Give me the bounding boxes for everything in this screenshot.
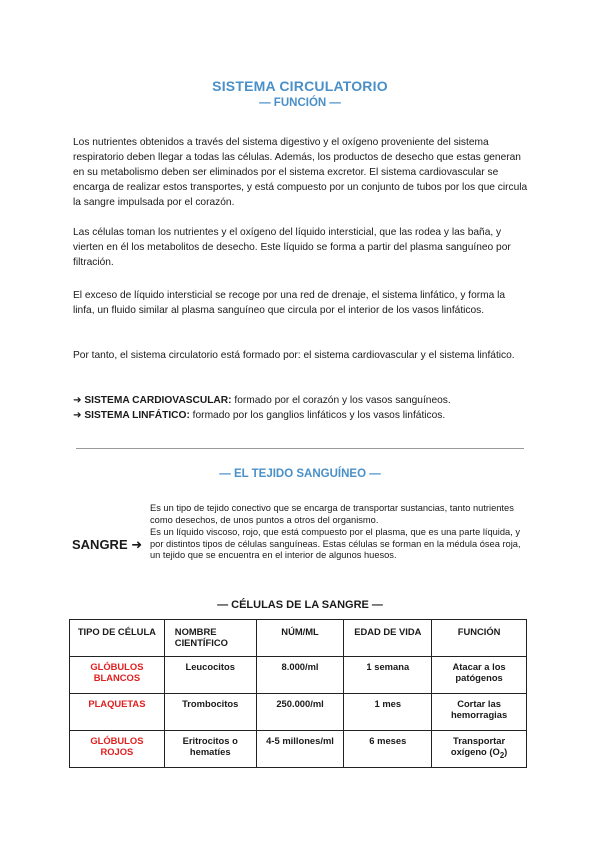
sangre-description-1: Es un tipo de tejido conectivo que se encarga de transportar sustancias, tanto nutrientes como desechos, de unos puntos a otros del organismo. bbox=[150, 503, 514, 525]
bullet-text: formado por los ganglios linfáticos y los vasos linfáticos. bbox=[189, 410, 446, 421]
section-divider bbox=[76, 448, 524, 449]
cell-tipo: GLÓBULOS ROJOS bbox=[70, 731, 165, 768]
table-title: — CÉLULAS DE LA SANGRE — bbox=[217, 599, 383, 611]
cell-num: 250.000/ml bbox=[256, 694, 344, 731]
cell-num: 8.000/ml bbox=[256, 657, 344, 694]
blood-cells-table bbox=[69, 619, 527, 768]
cell-num: 4-5 millones/ml bbox=[256, 731, 344, 768]
bullet-term: SISTEMA LINFÁTICO: bbox=[84, 410, 190, 421]
cell-tipo: PLAQUETAS bbox=[70, 694, 165, 731]
paragraph-3: El exceso de líquido intersticial se recoge por una red de drenaje, el sistema linfático, y forma la linfa, un fluido similar al plasma sanguíneo que circula por el interior de los vasos linfáticos. bbox=[73, 290, 506, 316]
section-subtitle-funcion: — FUNCIÓN — bbox=[259, 97, 341, 109]
cell-nombre: Trombocitos bbox=[164, 694, 256, 731]
table-header-row bbox=[70, 620, 527, 657]
header-funcion: FUNCIÓN bbox=[432, 620, 527, 657]
bullet-text: formado por el corazón y los vasos sanguíneos. bbox=[231, 395, 451, 406]
funcion-text: Transportar oxígeno (O bbox=[450, 735, 506, 757]
sangre-label: SANGRE ➜ bbox=[72, 537, 143, 552]
sangre-description-2: Es un líquido viscoso, rojo, que está compuesto por el plasma, que es una parte líquida, y por distintos tipos de células sanguíneas. Estas células se forman en la médula ósea roja, un tejido que se encuentra en el interior de algunos huesos. bbox=[150, 527, 521, 560]
cell-funcion bbox=[432, 731, 527, 768]
table-row bbox=[70, 731, 527, 768]
header-nombre: NOMBRE CIENTÍFICO bbox=[164, 620, 256, 657]
funcion-end: ) bbox=[504, 746, 508, 757]
header-edad: EDAD DE VIDA bbox=[344, 620, 432, 657]
paragraph-2: Las células toman los nutrientes y el oxígeno del líquido intersticial, que las rodea y las baña, y vierten en él los metabolitos de desecho. Este líquido se forma a partir del plasma sanguíneo por filtración. bbox=[73, 227, 511, 268]
funcion-subscript: 2 bbox=[499, 750, 505, 760]
cell-funcion: Atacar a los patógenos bbox=[432, 657, 527, 694]
bullet-term: SISTEMA CARDIOVASCULAR: bbox=[84, 395, 232, 406]
header-tipo: TIPO DE CÉLULA bbox=[70, 620, 165, 657]
bullet-cardiovascular bbox=[73, 393, 533, 408]
cell-tipo: GLÓBULOS BLANCOS bbox=[70, 657, 165, 694]
paragraph-4: Por tanto, el sistema circulatorio está formado por: el sistema cardiovascular y el sistema linfático. bbox=[73, 350, 515, 361]
arrow-icon: ➜ bbox=[73, 410, 82, 421]
table-row bbox=[70, 694, 527, 731]
cell-nombre: Leucocitos bbox=[164, 657, 256, 694]
table-row bbox=[70, 657, 527, 694]
cell-funcion: Cortar las hemorragias bbox=[432, 694, 527, 731]
cell-nombre: Eritrocitos o hematíes bbox=[164, 731, 256, 768]
bullet-linfatico bbox=[73, 408, 533, 423]
section-title-tejido: — EL TEJIDO SANGUÍNEO — bbox=[219, 468, 381, 480]
paragraph-1: Los nutrientes obtenidos a través del sistema digestivo y el oxígeno proveniente del sistema respiratorio deben llegar a todas las células. Además, los productos de desecho que estas generan en su metabolismo deben ser eliminados por el sistema excretor. El sistema cardiovascular se encarga de realizar estos transportes, y está compuesto por un conjunto de tubos por los que circula la sangre impulsada por el corazón. bbox=[73, 137, 528, 208]
arrow-icon: ➜ bbox=[73, 395, 82, 406]
cell-edad: 6 meses bbox=[344, 731, 432, 768]
header-num: NÚM/ML bbox=[256, 620, 344, 657]
page-title: SISTEMA CIRCULATORIO bbox=[212, 78, 388, 94]
cell-edad: 1 mes bbox=[344, 694, 432, 731]
cell-edad: 1 semana bbox=[344, 657, 432, 694]
